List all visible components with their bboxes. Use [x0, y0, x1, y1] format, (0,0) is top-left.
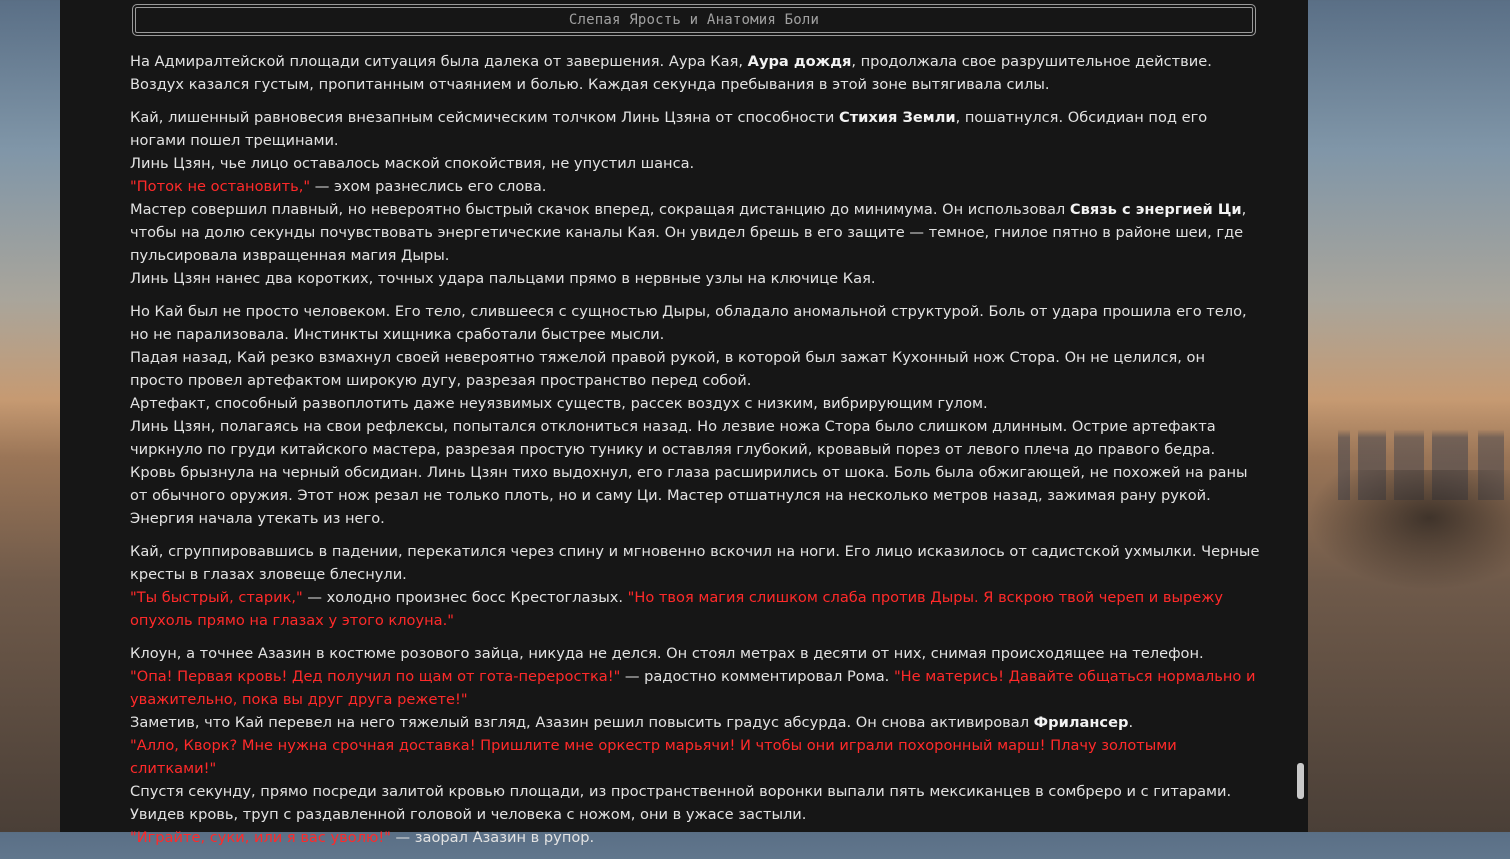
- text-line: Линь Цзян нанес два коротких, точных удара пальцами прямо в нервные узлы на ключице Кая.: [130, 270, 876, 287]
- dialogue-speech: "Ты быстрый, старик,": [130, 589, 303, 606]
- text-segment: — радостно комментировал Рома.: [620, 668, 894, 685]
- text-segment: На Адмиралтейской площади ситуация была далека от завершения. Аура Кая,: [130, 53, 748, 70]
- text-segment: , чтобы на долю секунды почувствовать энергетические каналы Кая. Он увидел брешь в его защите — темное, гнилое пятно в районе шеи, где пульсировала извращенная магия Дыры.: [130, 201, 1247, 264]
- text-line: Но Кай был не просто человеком. Его тело, слившееся с сущностью Дыры, обладало аномальной структурой. Боль от удара прошила его тело, но не парализовала. Инстинкты хищника сработали быстрее мысли.: [130, 303, 1247, 343]
- dialogue-line: [130, 826, 1260, 849]
- ability-name: Фрилансер: [1033, 714, 1129, 731]
- ability-name: Связь с энергией Ци: [1069, 201, 1242, 218]
- text-line: Увидев кровь, труп с раздавленной головой и человека с ножом, они в ужасе застыли.: [130, 806, 807, 823]
- text-segment: — заорал Азазин в рупор.: [390, 829, 595, 846]
- background-debris: [1308, 470, 1510, 590]
- text-segment: Мастер совершил плавный, но невероятно быстрый скачок вперед, сокращая дистанцию до минимума. Он использовал: [130, 201, 1070, 218]
- text-line: Артефакт, способный развоплотить даже неуязвимых существ, рассек воздух с низким, вибрирующим гулом.: [130, 395, 988, 412]
- background-landscape-left: [0, 0, 60, 832]
- story-panel: [60, 0, 1308, 846]
- scrollbar-thumb[interactable]: [1297, 763, 1304, 799]
- text-segment: — холодно произнес босс Крестоглазых.: [302, 589, 628, 606]
- ability-name: Аура дождя: [747, 53, 852, 70]
- paragraph-4: [130, 540, 1260, 632]
- paragraph-5: [130, 642, 1260, 849]
- dialogue-speech: "Поток не остановить,": [130, 178, 311, 195]
- text-line: [130, 198, 1260, 267]
- ability-name: Стихия Земли: [839, 109, 956, 126]
- dialogue-line: [130, 665, 1260, 711]
- text-segment: Заметив, что Кай перевел на него тяжелый взгляд, Азазин решил повысить градус абсурда. Он снова активировал: [130, 714, 1034, 731]
- text-line: Падая назад, Кай резко взмахнул своей невероятно тяжелой правой рукой, в которой был зажат Кухонный нож Стора. Он не целился, он просто провел артефактом широкую дугу, разрезая пространство перед собой.: [130, 349, 1205, 389]
- dialogue-speech: "Играйте, суки, или я вас уволю!": [130, 829, 391, 846]
- dialogue-speech: "Не матерись! Давайте общаться нормально и уважительно, пока вы друг друга режете!": [130, 668, 1256, 708]
- text-line: Линь Цзян, полагаясь на свои рефлексы, попытался отклониться назад. Но лезвие ножа Стора было слишком длинным. Острие артефакта чиркнуло по груди китайского мастера, разрезая простую тунику и оставляя глубокий, кровавый порез от левого плеча до правого бедра.: [130, 418, 1216, 458]
- text-segment: Кай, лишенный равновесия внезапным сейсмическим толчком Линь Цзяна от способности: [130, 109, 840, 126]
- text-line: Кай, сгруппировавшись в падении, перекатился через спину и мгновенно вскочил на ноги. Его лицо исказилось от садистской ухмылки. Черные кресты в глазах зловеще блеснули.: [130, 543, 1260, 583]
- story-text: [130, 50, 1260, 859]
- dialogue-line: [130, 175, 1260, 198]
- dialogue-line: [130, 586, 1260, 632]
- text-line: Клоун, а точнее Азазин в костюме розового зайца, никуда не делся. Он стоял метрах в десяти от них, снимая происходящее на телефон.: [130, 645, 1204, 662]
- text-segment: .: [1128, 714, 1134, 731]
- background-landscape-right: [1308, 0, 1510, 832]
- dialogue-speech: "Но твоя магия слишком слаба против Дыры. Я вскрою твой череп и вырежу опухоль прямо на глазах у этого клоуна.": [130, 589, 1224, 629]
- chapter-title: Слепая Ярость и Анатомия Боли: [132, 4, 1256, 36]
- dialogue-speech: "Алло, Кворк? Мне нужна срочная доставка! Пришлите мне оркестр марьячи! И чтобы они играли похоронный марш! Плачу золотыми слитками!": [130, 737, 1177, 777]
- paragraph-3: [130, 300, 1260, 530]
- text-line: Кровь брызнула на черный обсидиан. Линь Цзян тихо выдохнул, его глаза расширились от шока. Боль была обжигающей, не похожей на раны от обычного оружия. Этот нож резал не только плоть, но и саму Ци. Мастер отшатнулся на несколько метров назад, зажимая рану рукой. Энергия начала утекать из него.: [130, 464, 1248, 527]
- text-line: [130, 711, 1260, 734]
- dialogue-speech: "Опа! Первая кровь! Дед получил по щам от гота-переростка!": [130, 668, 621, 685]
- text-segment: , пошатнулся. Обсидиан под его ногами пошел трещинами.: [130, 109, 1208, 149]
- text-segment: — эхом разнеслись его слова.: [310, 178, 547, 195]
- text-line: [130, 106, 1260, 152]
- text-line: Линь Цзян, чье лицо оставалось маской спокойствия, не упустил шанса.: [130, 155, 695, 172]
- text-segment: , продолжала свое разрушительное действие. Воздух казался густым, пропитанным отчаянием и болью. Каждая секунда пребывания в этой зоне вытягивала силы.: [130, 53, 1212, 93]
- paragraph-2: [130, 106, 1260, 290]
- paragraph-1: [130, 50, 1260, 96]
- text-line: Спустя секунду, прямо посреди залитой кровью площади, из пространственной воронки выпали пять мексиканцев в сомбреро и с гитарами.: [130, 783, 1232, 800]
